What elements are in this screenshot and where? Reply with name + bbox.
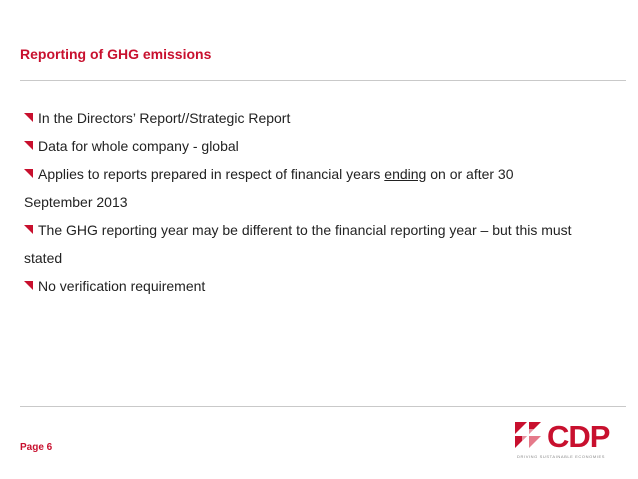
bullet-item (24, 104, 624, 132)
bullet-triangle-icon (24, 169, 33, 178)
bullet-item (24, 160, 624, 216)
bullet-text-continuation: stated (24, 250, 63, 266)
bullet-text: The GHG reporting year may be different to the financial reporting year – but this must (38, 222, 572, 238)
bullet-text: No verification requirement (38, 278, 206, 294)
bullet-item (24, 132, 624, 160)
bullet-text-post: on or after 30 (426, 166, 514, 182)
bullet-item (24, 272, 624, 300)
bullet-text-pre: Applies to reports prepared in respect of financial years (38, 166, 385, 182)
footer-divider (20, 406, 626, 407)
bullet-triangle-icon (24, 225, 33, 234)
bullet-triangle-icon (24, 281, 33, 290)
bullet-text-continuation: September 2013 (24, 194, 128, 210)
bullet-text: In the Directors’ Report//Strategic Report (38, 110, 291, 126)
cdp-logo-mark-icon (513, 420, 547, 452)
page-number: Page 6 (20, 442, 53, 453)
header-divider (20, 80, 626, 81)
bullet-text-underlined: ending (384, 166, 427, 182)
bullet-list (24, 104, 624, 300)
logo-wordmark: CDP (547, 419, 610, 454)
slide-title: Reporting of GHG emissions (20, 46, 212, 62)
bullet-text: Data for whole company - global (38, 138, 239, 154)
cdp-logo (513, 420, 617, 464)
bullet-triangle-icon (24, 141, 33, 150)
bullet-triangle-icon (24, 113, 33, 122)
logo-tagline: DRIVING SUSTAINABLE ECONOMIES (517, 454, 606, 459)
bullet-item (24, 216, 624, 272)
